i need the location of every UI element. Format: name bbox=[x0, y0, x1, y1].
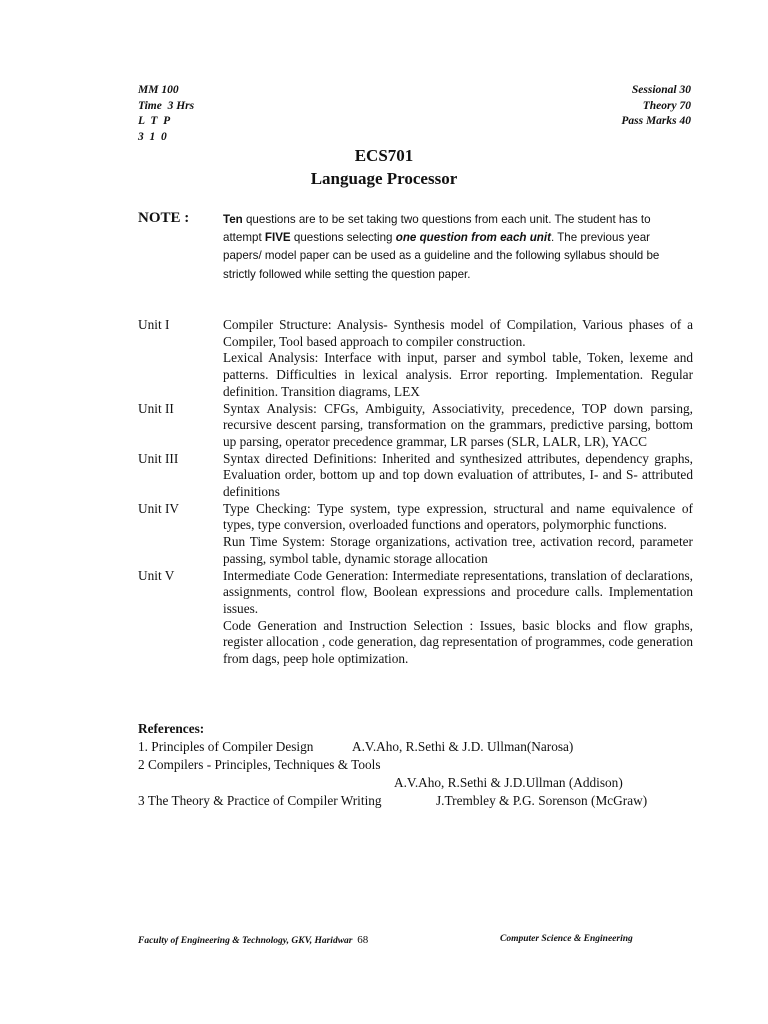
max-marks: MM 100 bbox=[138, 84, 179, 96]
footer-institution-text: Faculty of Engineering & Technology, GKV, Haridwar bbox=[138, 936, 353, 946]
reference-authors: A.V.Aho, R.Sethi & J.D.Ullman (Addison) bbox=[394, 775, 623, 790]
unit-content bbox=[223, 501, 693, 568]
unit-content bbox=[223, 401, 693, 451]
unit-label: Unit IV bbox=[138, 500, 179, 516]
unit-label: Unit I bbox=[138, 317, 170, 332]
unit-content bbox=[223, 568, 693, 668]
unit-content bbox=[223, 317, 693, 401]
unit-paragraph: Compiler Structure: Analysis- Synthesis model of Compilation, Various phases of a Compiler, Tool based approach to compiler construction. bbox=[223, 317, 693, 349]
page-number: 68 bbox=[357, 934, 369, 946]
ltp-values: 3 1 0 bbox=[138, 130, 167, 143]
unit-1 bbox=[138, 317, 693, 401]
footer-department: Computer Science & Engineering bbox=[500, 934, 633, 944]
reference-3 bbox=[138, 792, 698, 810]
unit-paragraph: Syntax Analysis: CFGs, Ambiguity, Associativity, precedence, TOP down parsing, recursive descent parsing, transformation on the grammars, predictive parsing, bottom up parsing, operator precedence grammar, LR parses (SLR, LALR, LR), YACC bbox=[223, 400, 693, 449]
reference-title: 1. Principles of Compiler Design bbox=[138, 739, 314, 754]
unit-content bbox=[223, 451, 693, 501]
course-code: ECS701 bbox=[354, 146, 414, 165]
reference-title: 2 Compilers - Principles, Techniques & Tools bbox=[138, 757, 381, 772]
unit-paragraph: Intermediate Code Generation: Intermediate representations, translation of declarations, assignments, control flow, Boolean expressions and procedure calls. Implementation issues. bbox=[223, 567, 693, 616]
reference-2 bbox=[138, 756, 698, 774]
syllabus-units bbox=[138, 317, 693, 668]
reference-authors: A.V.Aho, R.Sethi & J.D. Ullman(Narosa) bbox=[352, 739, 574, 754]
note-label: NOTE : bbox=[138, 210, 190, 226]
marks-info-left bbox=[138, 83, 194, 145]
reference-1 bbox=[138, 738, 698, 756]
sessional-marks: Sessional 30 bbox=[631, 84, 691, 96]
unit-label: Unit V bbox=[138, 567, 175, 583]
unit-paragraph: Run Time System: Storage organizations, activation tree, activation record, parameter passing, symbol table, dynamic storage allocation bbox=[223, 534, 693, 566]
unit-paragraph: Type Checking: Type system, type expression, structural and name equivalence of types, type conversion, overloaded functions and operators, polymorphic functions. bbox=[223, 500, 693, 533]
time-allowed: Time 3 Hrs bbox=[138, 99, 195, 112]
unit-paragraph: Syntax directed Definitions: Inherited and synthesized attributes, dependency graphs, Evaluation order, bottom up and top down evaluation of attributes, I- and S- attributed definitions bbox=[223, 450, 693, 500]
references-heading: References: bbox=[138, 721, 205, 736]
unit-label: Unit III bbox=[138, 450, 179, 466]
theory-marks: Theory 70 bbox=[642, 99, 691, 112]
reference-title: 3 The Theory & Practice of Compiler Writing bbox=[138, 793, 382, 808]
footer-institution bbox=[138, 934, 368, 946]
ltp-header: L T P bbox=[138, 115, 171, 127]
unit-2 bbox=[138, 401, 693, 451]
unit-3 bbox=[138, 451, 693, 501]
unit-paragraph: Code Generation and Instruction Selection : Issues, basic blocks and flow graphs, register allocation , code generation, dag representation of programmes, code generation from dags, peep hole optimization. bbox=[223, 617, 694, 667]
marks-info-right bbox=[621, 83, 691, 130]
unit-5 bbox=[138, 568, 693, 668]
note-text: Ten questions are to be set taking two questions from each unit. The student has to attempt FIVE questions selecting one question from each unit. The previous year papers/ model paper can be used as a guideline and the following syllabus should be strictly followed while setting the question paper. bbox=[223, 213, 660, 281]
unit-paragraph: Lexical Analysis: Interface with input, parser and symbol table, Token, lexeme and patterns. Difficulties in lexical analysis. Error reporting. Implementation. Regular definition. Transition diagrams, LEX bbox=[223, 350, 693, 399]
course-title: Language Processor bbox=[310, 169, 458, 188]
references bbox=[138, 720, 698, 810]
unit-4 bbox=[138, 501, 693, 568]
reference-2-authors bbox=[138, 774, 698, 792]
pass-marks: Pass Marks 40 bbox=[621, 115, 691, 127]
reference-authors: J.Trembley & P.G. Sorenson (McGraw) bbox=[436, 793, 648, 808]
unit-label: Unit II bbox=[138, 400, 174, 416]
